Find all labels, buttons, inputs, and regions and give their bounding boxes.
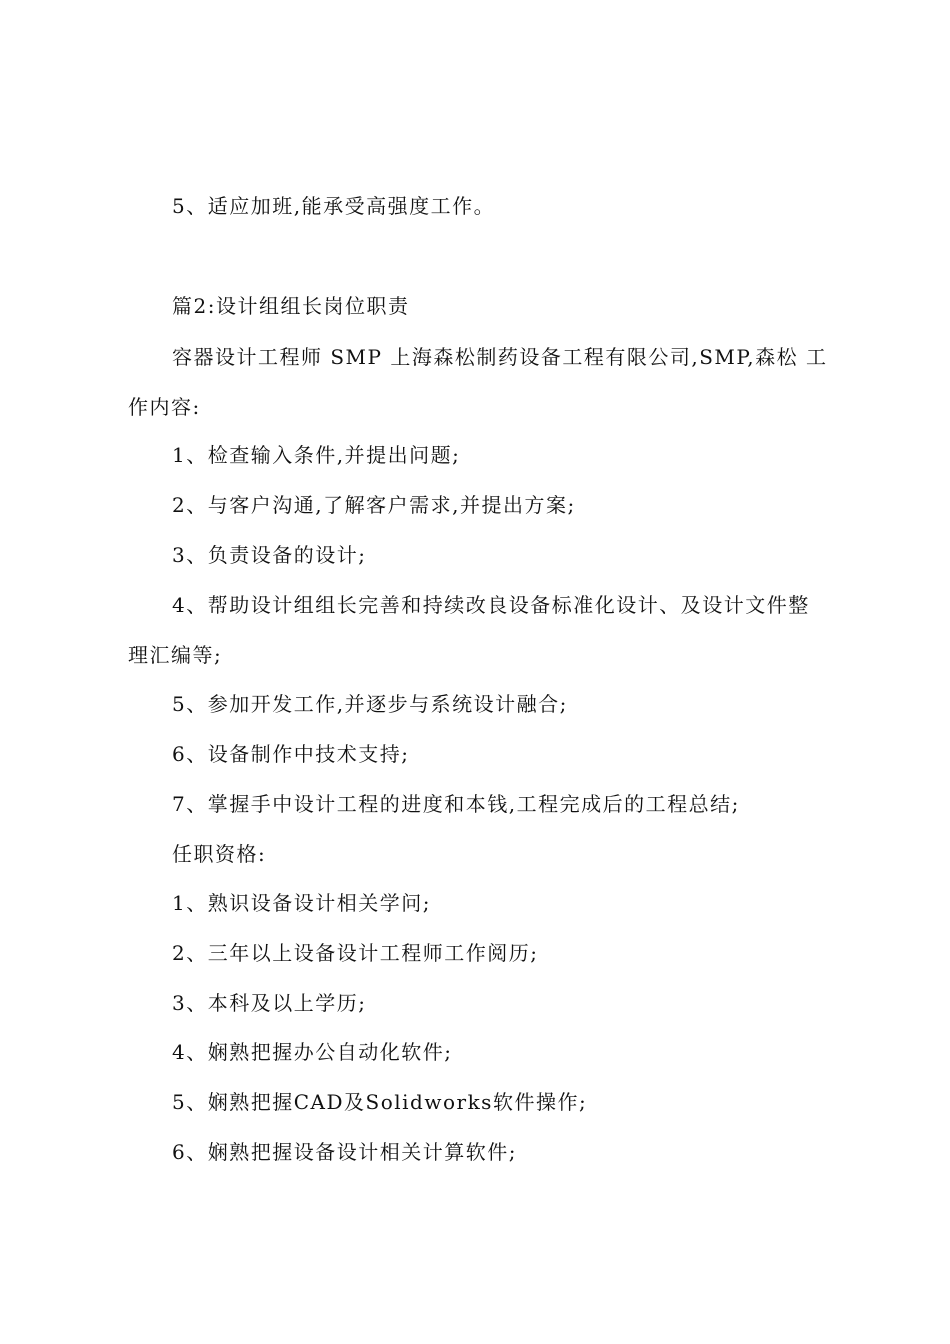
list-item: 2、三年以上设备设计工程师工作阅历; [172,941,539,965]
list-item: 3、本科及以上学历; [172,991,367,1015]
list-item: 3、负责设备的设计; [172,543,367,567]
list-item: 2、与客户沟通,了解客户需求,并提出方案; [172,493,576,517]
qualifications-heading: 任职资格: [172,842,267,866]
list-item: 4、娴熟把握办公自动化软件; [172,1040,453,1064]
section-title: 篇2:设计组组长岗位职责 [172,294,410,318]
list-item: 7、掌握手中设计工程的进度和本钱,工程完成后的工程总结; [172,792,740,816]
list-item: 6、设备制作中技术支持; [172,742,410,766]
list-item: 4、帮助设计组组长完善和持续改良设备标准化设计、及设计文件整 [172,593,810,617]
list-item: 5、娴熟把握CAD及Solidworks软件操作; [172,1090,588,1114]
list-item-continuation: 理汇编等; [128,643,223,667]
list-item: 6、娴熟把握设备设计相关计算软件; [172,1140,517,1164]
list-item: 5、适应加班,能承受高强度工作。 [172,194,496,218]
list-item: 5、参加开发工作,并逐步与系统设计融合; [172,692,568,716]
list-item: 1、熟识设备设计相关学问; [172,891,431,915]
list-item: 1、检查输入条件,并提出问题; [172,443,461,467]
paragraph-line: 作内容: [128,395,201,419]
paragraph-line: 容器设计工程师 SMP 上海森松制药设备工程有限公司,SMP,森松 工 [172,345,828,369]
